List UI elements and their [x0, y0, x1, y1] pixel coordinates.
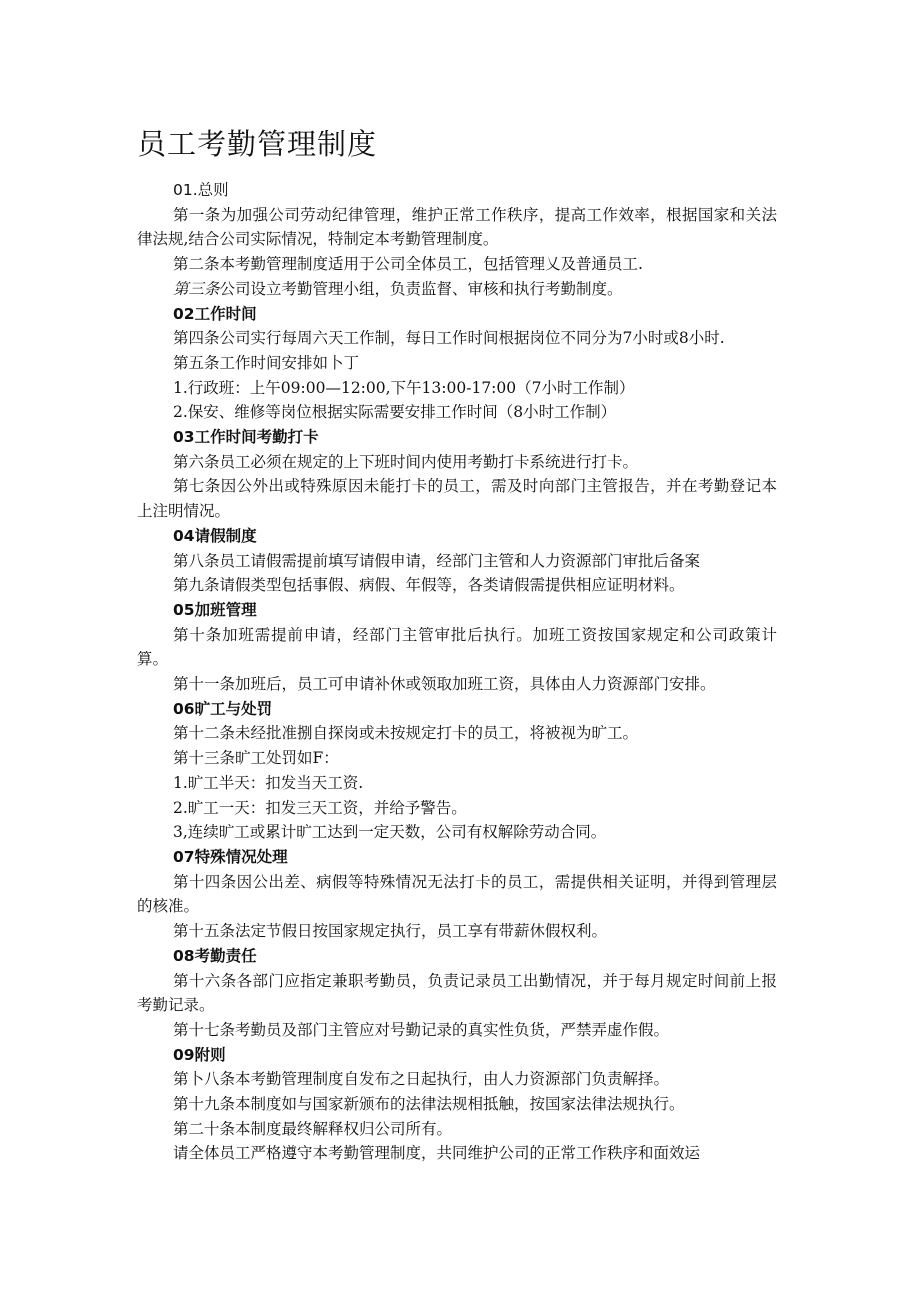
article-14: 第十四条因公出差、病假等特殊情况无法打卡的员工，需提供相关证明，并得到管理层的核准。 — [137, 872, 777, 916]
article-16: 第十六条各部门应指定兼职考勤员，负责记录员工出勤情况，并于每月规定时间前上报考勤记录。 — [137, 971, 777, 1015]
section-heading-06: 06旷工与处罚 — [173, 699, 273, 718]
section-heading-09: 09附则 — [173, 1045, 226, 1064]
section-heading-07: 07特殊情况处理 — [173, 847, 288, 866]
article-3-lead: 第三条 — [173, 279, 220, 298]
article-3-text: 公司设立考勤管理小组，负责监督、审核和执行考勤制度。 — [219, 279, 623, 298]
article-5: 第五条工作时间安排如卜丁 — [173, 353, 360, 372]
article-3 — [137, 277, 777, 302]
article-5-item-2: 2.保安、维修等岗位根据实际需要安排工作时间（8小时工作制） — [173, 403, 617, 422]
article-1: 第一条为加强公司劳动纪律管理，维护正常工作秩序，提高工作效率，根据国家和关法律法规,结合公司实际情况，特制定本考勤管理制度。 — [137, 205, 777, 249]
article-19: 第十九条本制度如与国家新颁布的法律法规相抵触，按国家法律法规执行。 — [173, 1095, 685, 1114]
section-heading-01: 01.总则 — [173, 181, 229, 199]
article-13-item-2: 2.旷工一天：扣发三天工资，并给予警告。 — [173, 798, 467, 817]
article-13-item-1: 1.旷工半天：扣发当天工资. — [173, 773, 364, 792]
article-12: 第十二条未经批准捌自探岗或未按规定打卡的员工，将被视为旷工。 — [173, 724, 639, 743]
article-17: 第十七条考勤员及部门主管应对号勤记录的真实性负货，严禁弄虚作假。 — [173, 1020, 670, 1039]
section-heading-04: 04请假制度 — [173, 526, 257, 545]
article-11: 第十一条加班后，员工可申请补休或领取加班工资，具体由人力资源部门安排。 — [173, 675, 716, 694]
article-6: 第六条员工必须在规定的上下班时间内使用考勤打卡系统进行打卡。 — [173, 452, 639, 471]
closing-statement: 请全体员工严格遵守本考勤管理制度，共同维护公司的正常工作秩序和面效运 — [173, 1144, 701, 1163]
document-title: 员工考勤管理制度 — [137, 127, 378, 161]
section-heading-02: 02工作时间 — [173, 304, 257, 323]
article-2: 第二条本考勤管理制度适用于公司全体员工，包括管理乂及普通员工. — [173, 255, 643, 274]
article-13-item-3: 3,连续旷工或累计旷工达到一定天数，公司有权解除劳动合同。 — [173, 823, 607, 842]
article-5-item-1: 1.行政班：上午09:00—12:00,下午13:00-17:00（7小时工作制） — [173, 378, 635, 397]
article-15: 第十五条法定节假日按国家规定执行，员工享有带薪休假权利。 — [173, 922, 608, 941]
article-10: 第十条加班需提前申请，经部门主管审批后执行。加班工资按国家规定和公司政策计算。 — [137, 625, 777, 669]
article-18: 第卜八条本考勤管理制度自发布之日起执行，由人力资源部门负责解择。 — [173, 1070, 670, 1089]
article-8: 第八条员工请假需提前填写请假申请，经部门主管和人力资源部门审批后备案 — [173, 551, 701, 570]
document-body — [137, 178, 777, 1166]
article-7: 第七条因公外出或特殊原因未能打卡的员工，需及时向部门主管报告，并在考勤登记本上注明情况。 — [137, 477, 777, 521]
section-heading-05: 05加班管理 — [173, 600, 257, 619]
article-20: 第二十条本制度最终解释权归公司所有。 — [173, 1119, 453, 1138]
article-13: 第十三条旷工处罚如F： — [173, 749, 339, 768]
section-heading-08: 08考勤责任 — [173, 946, 257, 965]
article-4: 第四条公司实行每周六天工作制，每日工作时间根据岗位不同分为7小时或8小时. — [173, 329, 725, 348]
section-heading-03: 03工作时间考勤打卡 — [173, 428, 319, 447]
article-9: 第九条请假类型包括事假、病假、年假等，各类请假需提供相应证明材料。 — [173, 576, 685, 595]
